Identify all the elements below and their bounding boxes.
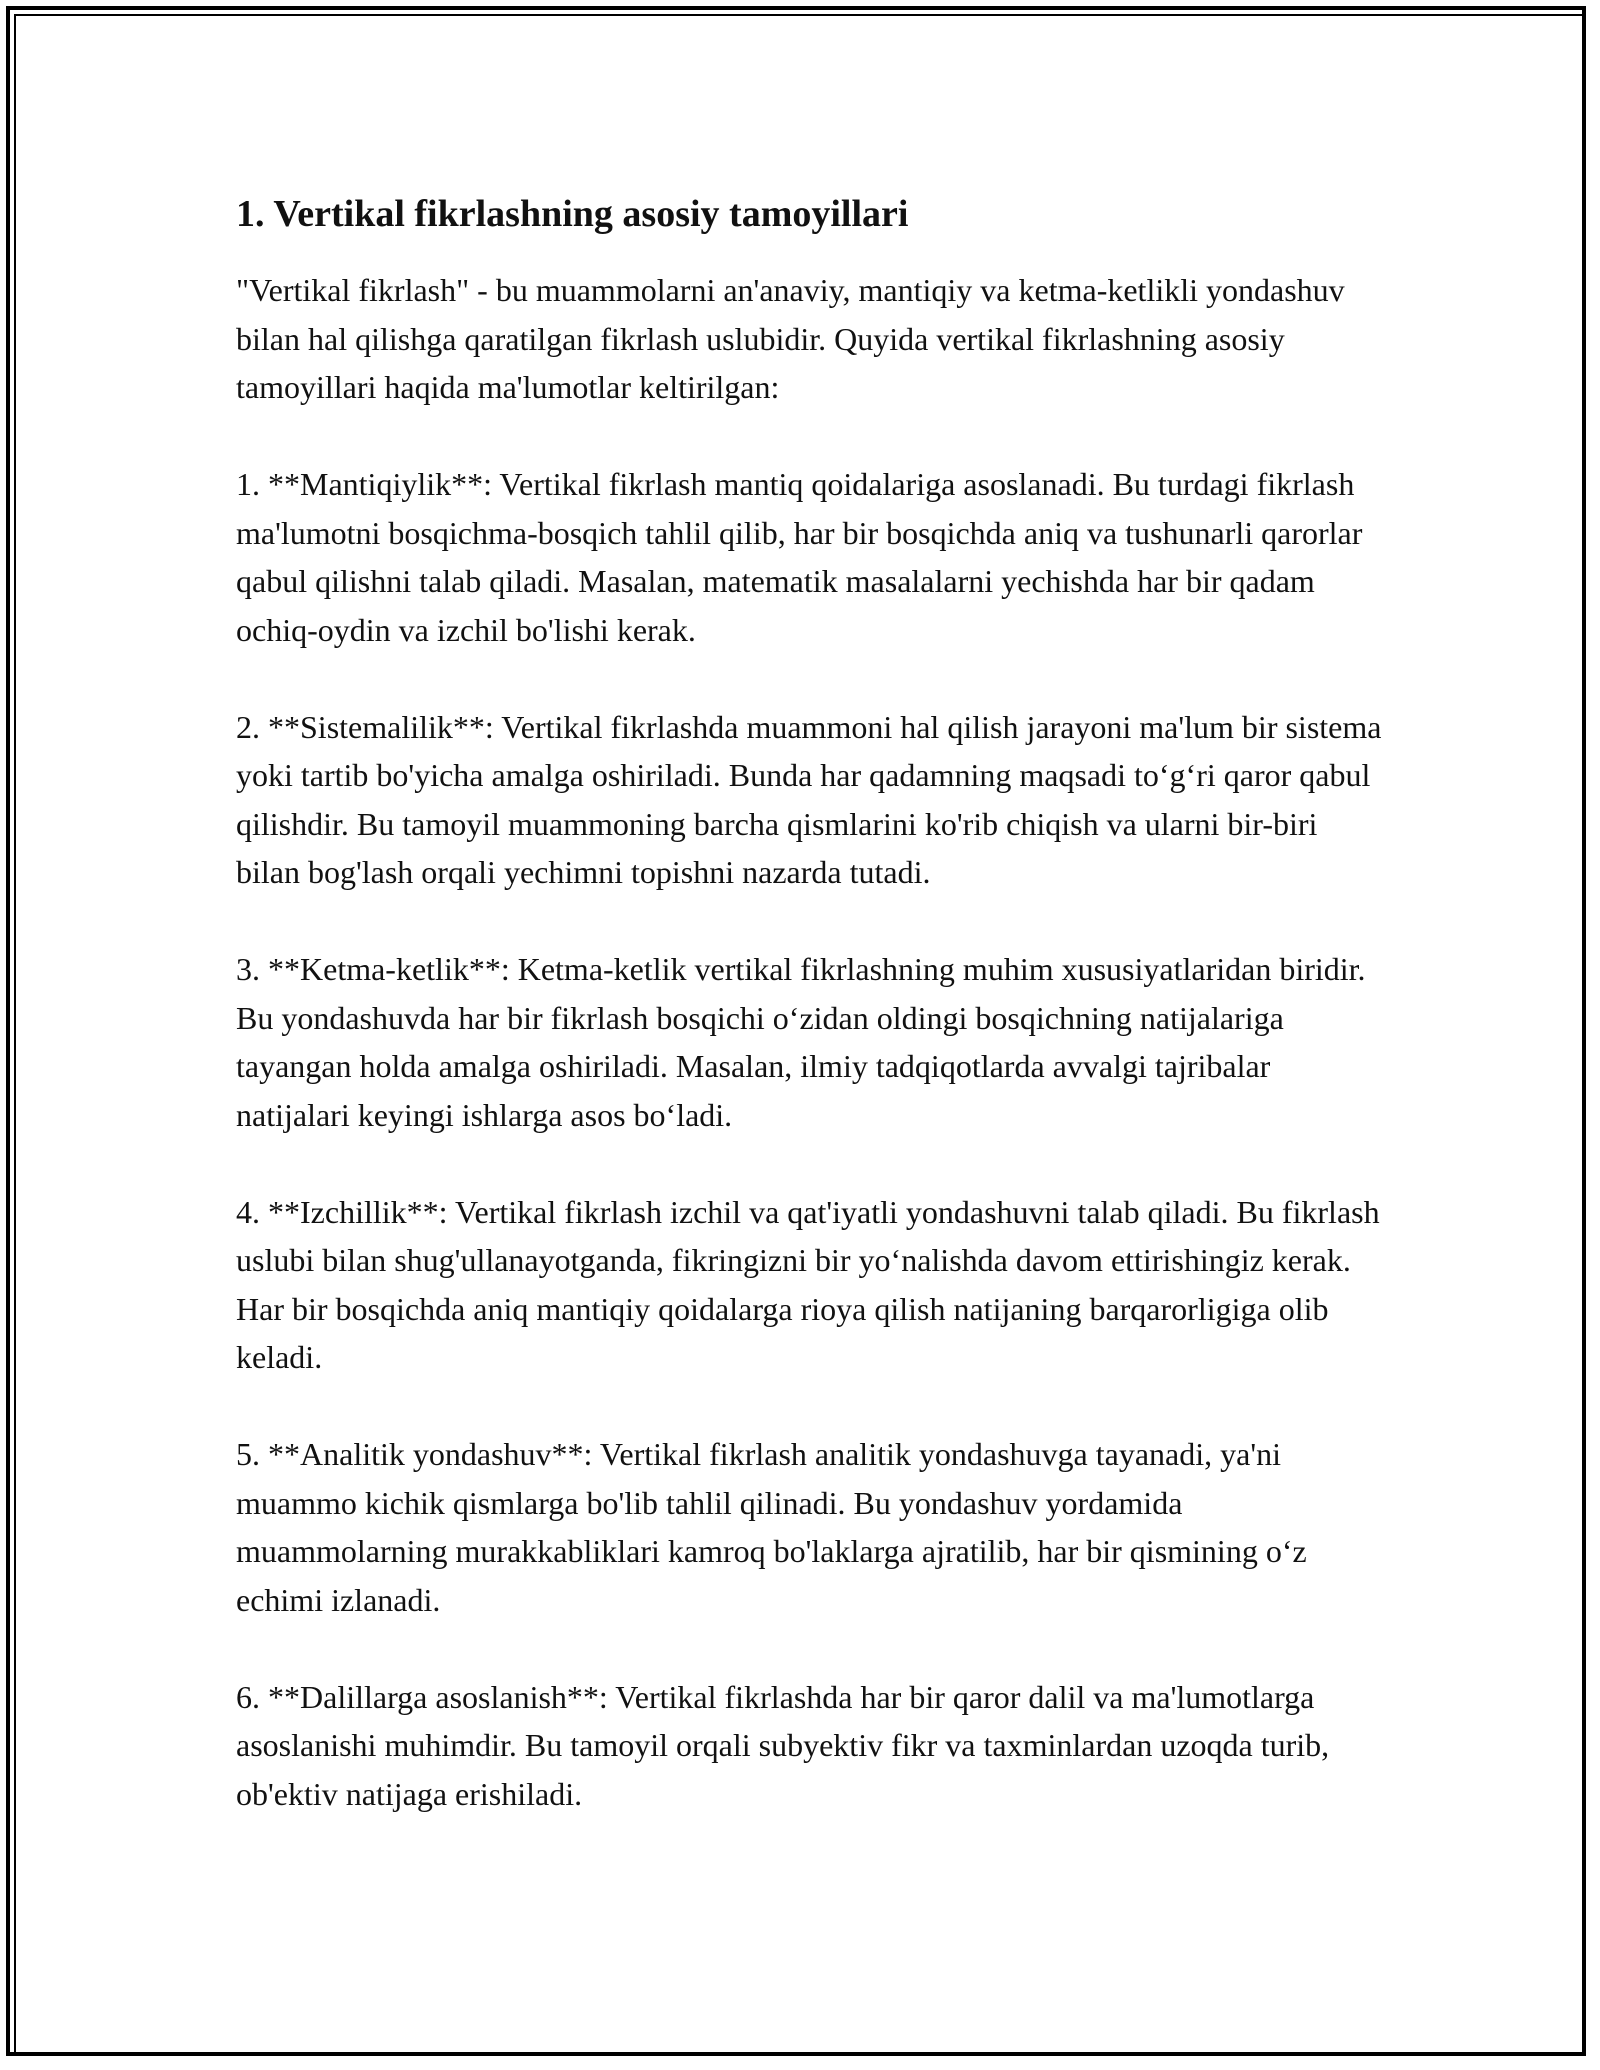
intro-paragraph: "Vertikal fikrlash" - bu muammolarni an'anaviy, mantiqiy va ketma-ketlikli yondashuv bilan hal qilishga qaratilgan fikrlash uslubidir. Quyida vertikal fikrlashning asosiy tamoyillari haqida ma'lumotlar keltirilgan: bbox=[236, 272, 1345, 405]
principle-5-paragraph: 5. **Analitik yondashuv**: Vertikal fikrlash analitik yondashuvga tayanadi, ya'ni muammo kichik qismlarga bo'lib tahlil qilinadi. Bu yondashuv yordamida muammolarning murakkabliklari kamroq bo'laklarga ajratilib, har bir qismining o‘z echimi izlanadi. bbox=[236, 1436, 1307, 1618]
principle-4-paragraph: 4. **Izchillik**: Vertikal fikrlash izchil va qat'iyatli yondashuvni talab qiladi. Bu fikrlash uslubi bilan shug'ullanayotganda, fikringizni bir yo‘nalishda davom ettirishingiz kerak. Har bir bosqichda aniq mantiqiy qoidalarga rioya qilish natijaning barqarorligiga olib keladi. bbox=[236, 1193, 1380, 1375]
principle-3-paragraph: 3. **Ketma-ketlik**: Ketma-ketlik vertikal fikrlashning muhim xususiyatlaridan biridir. Bu yondashuvda har bir fikrlash bosqichi o‘zidan oldingi bosqichning natijalariga tayangan holda amalga oshiriladi. Masalan, ilmiy tadqiqotlarda avvalgi tajribalar natijalari keyingi ishlarga asos bo‘ladi. bbox=[236, 951, 1366, 1133]
principle-1-paragraph: 1. **Mantiqiylik**: Vertikal fikrlash mantiq qoidalariga asoslanadi. Bu turdagi fikrlash ma'lumotni bosqichma-bosqich tahlil qilib, har bir bosqichda aniq va tushunarli qarorlar qabul qilishni talab qiladi. Masalan, matematik masalalarni yechishda har bir qadam ochiq-oydin va izchil bo'lishi kerak. bbox=[236, 466, 1363, 648]
document-title: 1. Vertikal fikrlashning asosiy tamoyillari bbox=[236, 193, 909, 235]
principle-6-paragraph: 6. **Dalillarga asoslanish**: Vertikal fikrlashda har bir qaror dalil va ma'lumotlarga asoslanishi muhimdir. Bu tamoyil orqali subyektiv fikr va taxminlardan uzoqda turib, ob'ektiv natijaga erishiladi. bbox=[236, 1678, 1330, 1812]
document-page bbox=[236, 186, 1386, 1867]
principle-2-paragraph: 2. **Sistemalilik**: Vertikal fikrlashda muammoni hal qilish jarayoni ma'lum bir sistema yoki tartib bo'yicha amalga oshiriladi. Bunda har qadamning maqsadi to‘g‘ri qaror qabul qilishdir. Bu tamoyil muammoning barcha qismlarini ko'rib chiqish va ularni bir-biri bilan bog'lash orqali yechimni topishni nazarda tutadi. bbox=[236, 708, 1382, 890]
